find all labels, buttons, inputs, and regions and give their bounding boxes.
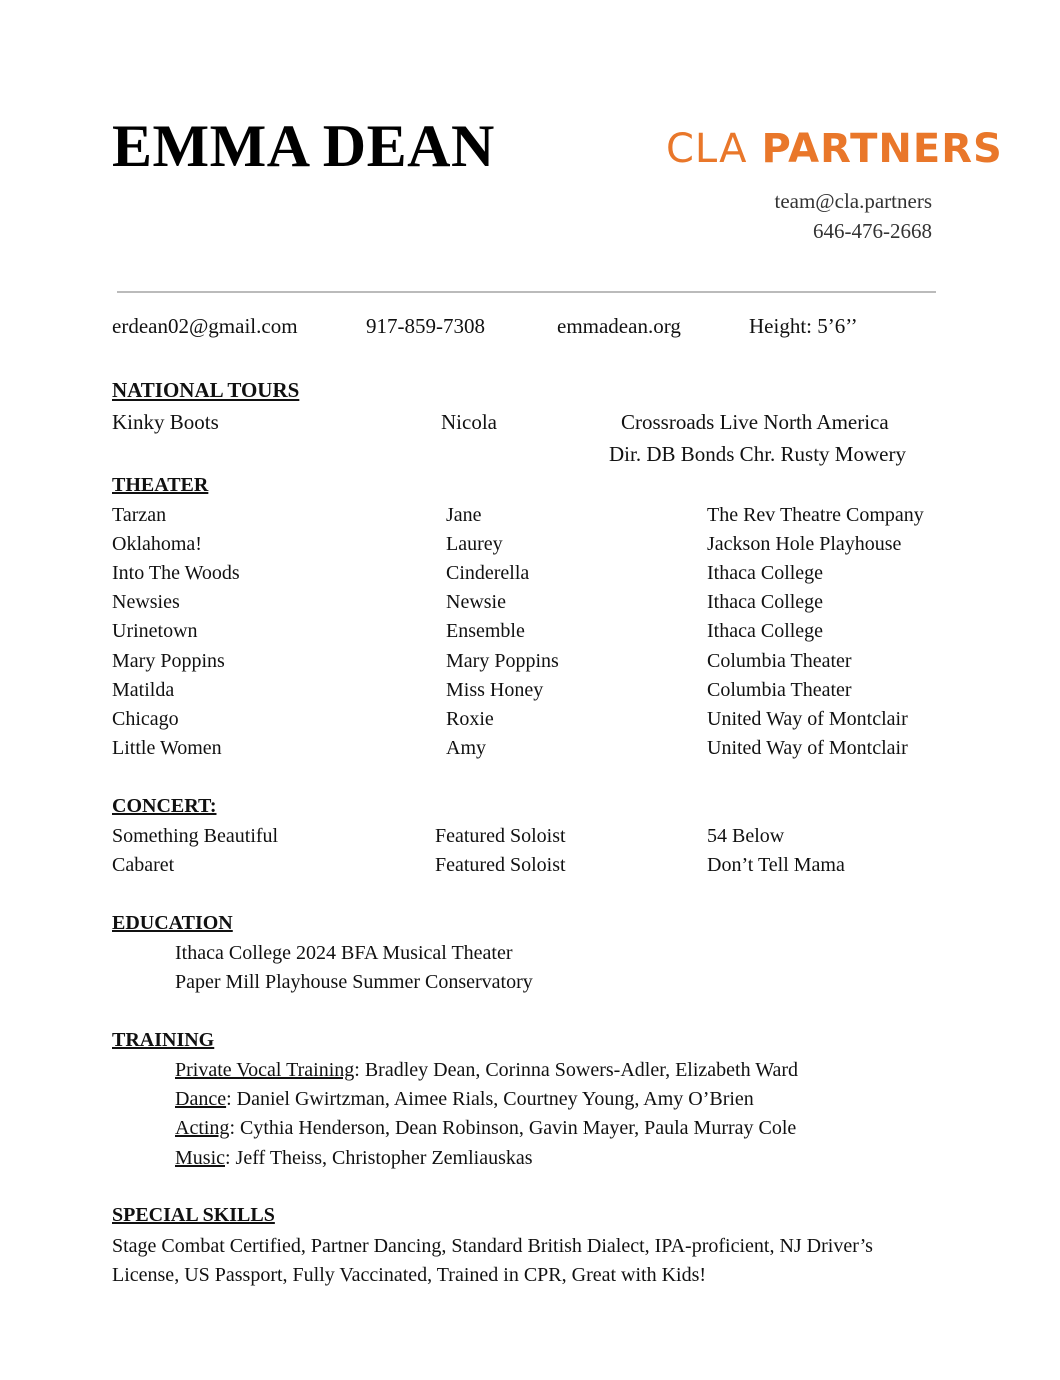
agency-logo-part1: CLA (666, 126, 748, 172)
company: Ithaca College (707, 562, 824, 584)
company: Ithaca College (707, 591, 824, 613)
company: 54 Below (707, 825, 785, 847)
training-teachers: : Jeff Theiss, Christopher Zemliauskas (225, 1147, 533, 1169)
company: The Rev Theatre Company (707, 504, 924, 526)
training-teachers: : Daniel Gwirtzman, Aimee Rials, Courtney Young, Amy O’Brien (226, 1088, 754, 1110)
training-heading: TRAINING (112, 1029, 215, 1051)
header-divider (117, 291, 936, 293)
concert-heading: CONCERT: (112, 795, 217, 817)
show-title: Matilda (112, 679, 175, 701)
table-row (0, 533, 1060, 562)
show-title: Oklahoma! (112, 533, 202, 555)
actor-name: EMMA DEAN (112, 113, 495, 179)
show-title: Newsies (112, 591, 180, 613)
show-title: Little Women (112, 737, 222, 759)
role: Featured Soloist (435, 854, 566, 876)
training-label: Private Vocal Training (175, 1059, 355, 1081)
company: United Way of Montclair (707, 708, 908, 730)
table-row (0, 562, 1060, 591)
role: Amy (446, 737, 486, 759)
company: Ithaca College (707, 620, 824, 642)
show-title: Something Beautiful (112, 825, 279, 847)
role: Ensemble (446, 620, 525, 642)
national-tour-credits-row (0, 442, 1060, 471)
role: Mary Poppins (446, 650, 559, 672)
contact-height: Height: 5’6’’ (749, 314, 858, 338)
national-tours-heading: NATIONAL TOURS (112, 378, 300, 402)
agency-email[interactable]: team@cla.partners (774, 189, 932, 213)
education-heading: EDUCATION (112, 912, 233, 934)
contact-email[interactable]: erdean02@gmail.com (112, 314, 298, 338)
table-row (0, 650, 1060, 679)
company: Don’t Tell Mama (707, 854, 845, 876)
show-title: Mary Poppins (112, 650, 225, 672)
table-row (0, 679, 1060, 708)
education-item: Ithaca College 2024 BFA Musical Theater (175, 942, 513, 964)
creative-credits: Dir. DB Bonds Chr. Rusty Mowery (609, 442, 906, 466)
table-row (0, 708, 1060, 737)
company: Columbia Theater (707, 679, 852, 701)
role: Laurey (446, 533, 503, 555)
table-row (0, 620, 1060, 649)
show-title: Cabaret (112, 854, 175, 876)
table-row (0, 854, 1060, 883)
role: Jane (446, 504, 482, 526)
role: Newsie (446, 591, 506, 613)
national-tour-row (0, 410, 1060, 439)
agency-phone: 646-476-2668 (813, 219, 932, 243)
company: Crossroads Live North America (621, 410, 889, 434)
table-row (0, 504, 1060, 533)
show-title: Kinky Boots (112, 410, 219, 434)
table-row (0, 591, 1060, 620)
role: Roxie (446, 708, 494, 730)
show-title: Chicago (112, 708, 179, 730)
training-label: Dance (175, 1088, 227, 1110)
training-item (175, 1147, 533, 1170)
training-item (175, 1059, 798, 1082)
role: Featured Soloist (435, 825, 566, 847)
company: Columbia Theater (707, 650, 852, 672)
training-item (175, 1088, 754, 1111)
role: Cinderella (446, 562, 530, 584)
agency-logo (666, 126, 1003, 172)
training-label: Acting (175, 1117, 230, 1139)
show-title: Tarzan (112, 504, 167, 526)
show-title: Into The Woods (112, 562, 240, 584)
agency-logo-part2: PARTNERS (761, 126, 1003, 172)
special-skills-text: Stage Combat Certified, Partner Dancing, Standard British Dialect, IPA-proficient, NJ Driver’s License, US Passport, Fully Vaccinated, Trained in CPR, Great with Kids! (112, 1235, 873, 1286)
training-item (175, 1117, 796, 1140)
education-item: Paper Mill Playhouse Summer Conservatory (175, 971, 533, 993)
training-teachers: : Cythia Henderson, Dean Robinson, Gavin Mayer, Paula Murray Cole (229, 1117, 797, 1139)
role: Nicola (441, 410, 497, 434)
training-teachers: : Bradley Dean, Corinna Sowers-Adler, Elizabeth Ward (354, 1059, 799, 1081)
company: United Way of Montclair (707, 737, 908, 759)
contact-website[interactable]: emmadean.org (557, 314, 681, 338)
contact-phone: 917-859-7308 (366, 314, 485, 338)
theater-heading: THEATER (112, 474, 209, 496)
show-title: Urinetown (112, 620, 198, 642)
agency-contact (774, 186, 932, 246)
training-label: Music (175, 1147, 225, 1169)
company: Jackson Hole Playhouse (707, 533, 902, 555)
table-row (0, 737, 1060, 766)
role: Miss Honey (446, 679, 544, 701)
special-skills-heading: SPECIAL SKILLS (112, 1204, 275, 1226)
table-row (0, 825, 1060, 854)
